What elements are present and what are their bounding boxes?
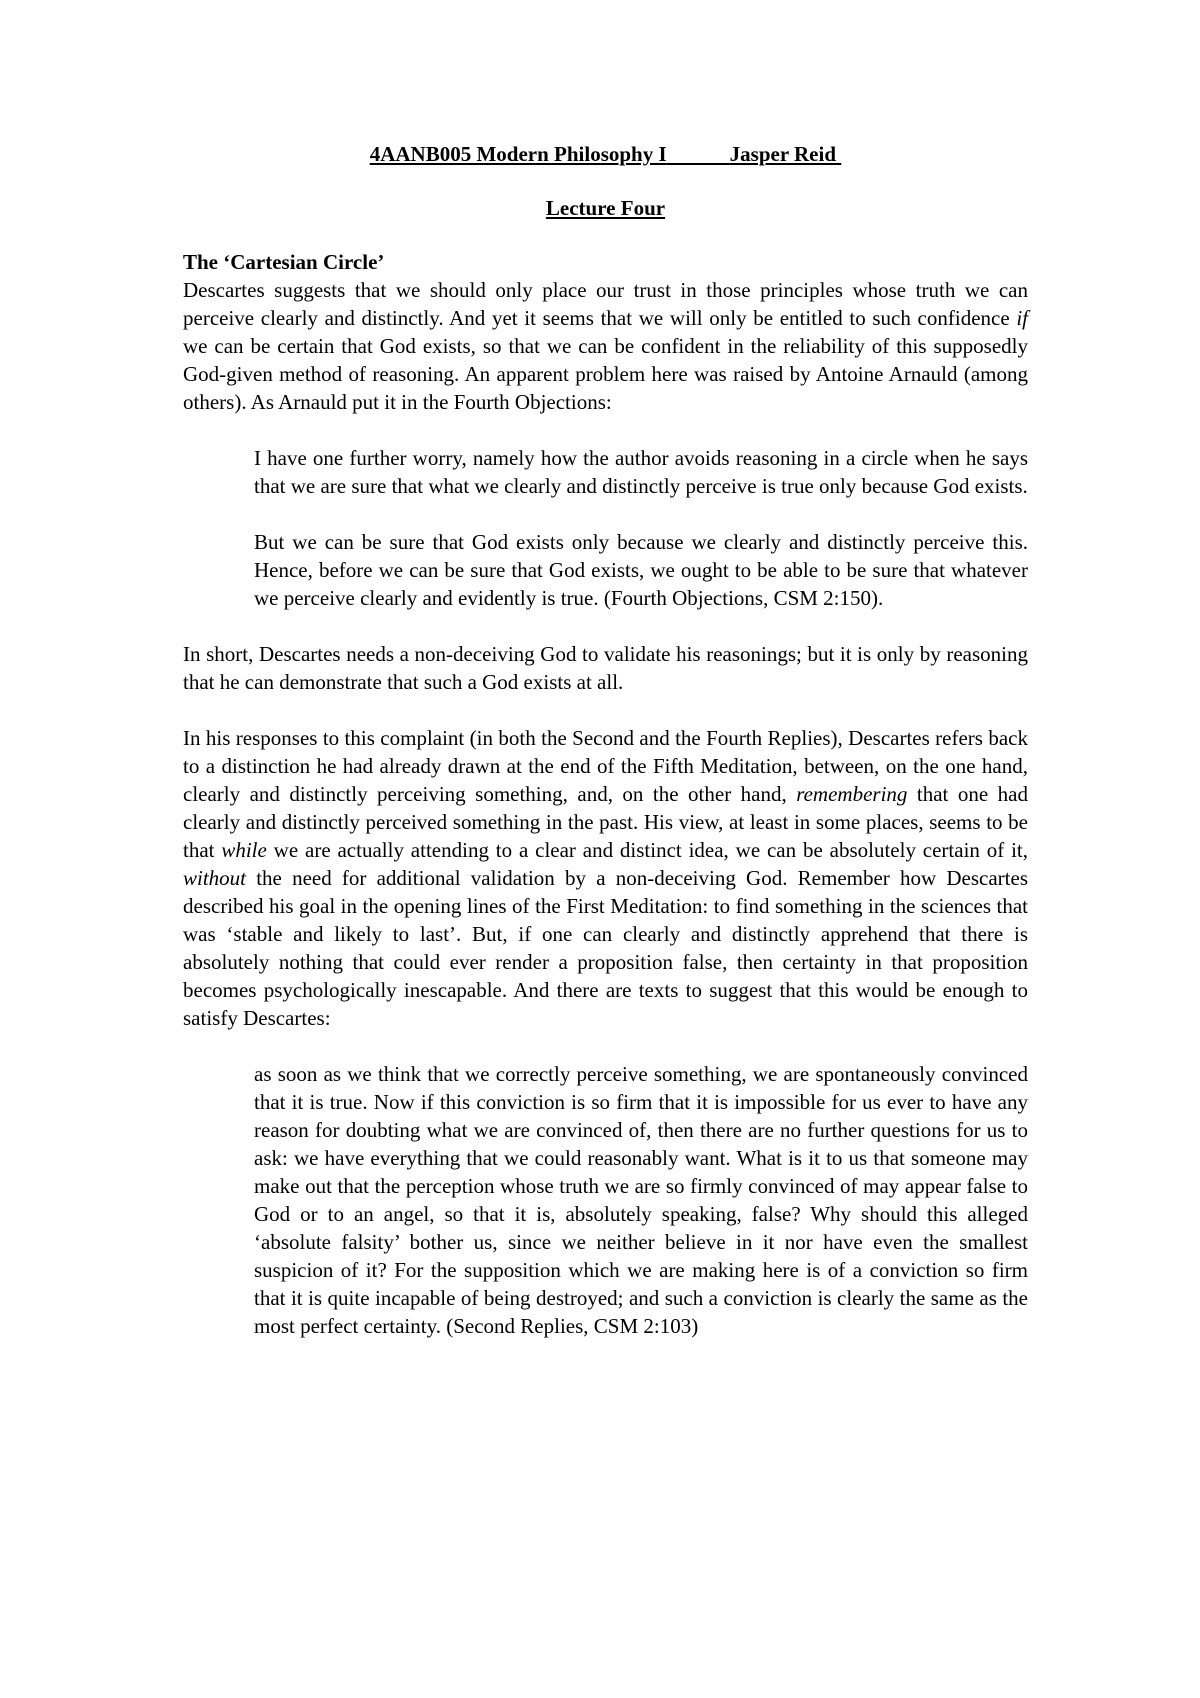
document-page <box>183 140 1028 1340</box>
block-quote-arnauld <box>254 444 1028 612</box>
paragraph-intro-text-a: Descartes suggests that we should only place our trust in those principles whose truth we can perceive clearly and distinctly. And yet it seems that we will only be entitled to such confidence <box>183 278 1028 330</box>
quote-arnauld-p1: I have one further worry, namely how the author avoids reasoning in a circle when he says that we are sure that what we clearly and distinctly perceive is true only because God exists. <box>254 446 1028 498</box>
emphasis-if: if <box>1016 306 1028 330</box>
emphasis-while: while <box>221 838 267 862</box>
paragraph-responses-text-a: In his responses to this complaint (in both the Second and the Fourth Replies), Descartes refers back to a distinction he had already drawn at the end of the Fifth Meditation, between, on the one hand, clearly and distinctly perceiving something, and, on the other hand, <box>183 726 1028 806</box>
paragraph-intro <box>183 276 1028 416</box>
section-heading: The ‘Cartesian Circle’ <box>183 250 385 274</box>
course-title: 4AANB005 Modern Philosophy I <box>369 142 667 166</box>
paragraph-responses-text-b: that one had clearly and distinctly perceived something in the past. His view, at least in some places, seems to be that <box>183 782 1028 862</box>
quote-arnauld-p2: But we can be sure that God exists only because we clearly and distinctly perceive this. Hence, before we can be sure that God exists, we ought to be able to be sure that whatever we perceive clearly and evidently is true. (Fourth Objections, CSM 2:150). <box>254 530 1028 610</box>
paragraph-responses-text-c: we are actually attending to a clear and distinct idea, we can be absolutely certain of it, <box>266 838 1029 862</box>
paragraph-responses-text-d: the need for additional validation by a non-deceiving God. Remember how Descartes described his goal in the opening lines of the First Meditation: to find something in the sciences that was ‘stable and likely to last’. But, if one can clearly and distinctly apprehend that there is absolutely nothing that could ever render a proposition false, then certainty in that proposition becomes psychologically inescapable. And there are texts to suggest that this would be enough to satisfy Descartes: <box>183 866 1028 1030</box>
lecture-title: Lecture Four <box>545 196 666 220</box>
emphasis-without: without <box>183 866 247 890</box>
lecturer-name: Jasper Reid <box>729 142 837 166</box>
block-quote-second-replies <box>254 1060 1028 1340</box>
paragraph-summary: In short, Descartes needs a non-deceiving God to validate his reasonings; but it is only by reasoning that he can demonstrate that such a God exists at all. <box>183 642 1028 694</box>
paragraph-intro-text-b: we can be certain that God exists, so that we can be confident in the reliability of this supposedly God-given method of reasoning. An apparent problem here was raised by Antoine Arnauld (among others). As Arnauld put it in the Fourth Objections: <box>183 334 1028 414</box>
quote-second-replies: as soon as we think that we correctly perceive something, we are spontaneously convinced that it is true. Now if this conviction is so firm that it is impossible for us ever to have any reason for doubting what we are convinced of, then there are no further questions for us to ask: we have everything that we could reasonably want. What is it to us that someone may make out that the perception whose truth we are so firmly convinced of may appear false to God or to an angel, so that it is, absolutely speaking, false? Why should this alleged ‘absolute falsity’ bother us, since we neither believe in it nor have even the smallest suspicion of it? For the supposition which we are making here is of a conviction so firm that it is quite incapable of being destroyed; and such a conviction is clearly the same as the most perfect certainty. (Second Replies, CSM 2:103) <box>254 1062 1028 1338</box>
paragraph-responses <box>183 724 1028 1032</box>
emphasis-remembering: remembering <box>796 782 908 806</box>
document-header <box>183 140 1028 168</box>
